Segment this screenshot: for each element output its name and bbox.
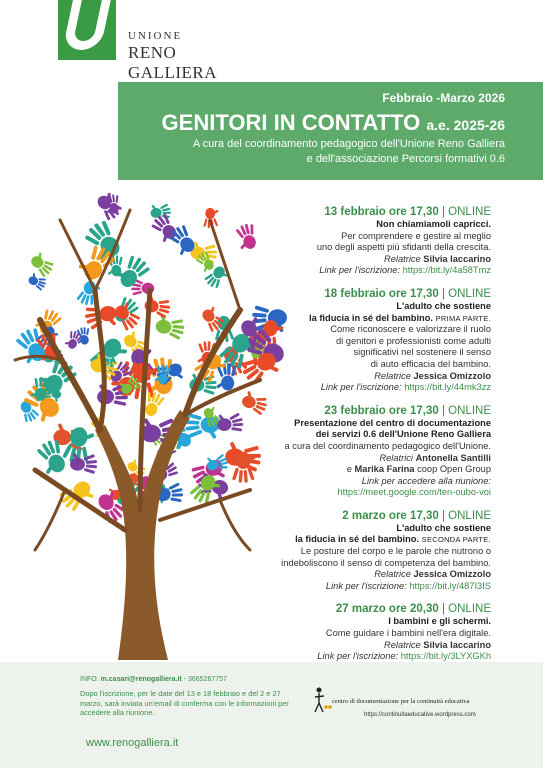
link-label: Link per l'iscrizione: <box>325 580 407 591</box>
event-mode: | ONLINE <box>442 206 491 218</box>
event-link[interactable]: https://meet.google.com/ten-oubo-voi <box>337 487 491 498</box>
event-item <box>191 287 491 394</box>
event-link-row <box>191 265 491 277</box>
footer-note: Dopo l'iscrizione, per le date del 13 e 18 febbraio e del 2 e 27 marzo, sarà inviata un'email di conferma con le informazioni per accedere alla riunione. <box>80 689 289 717</box>
event-title-text: la fiducia in sé del bambino. <box>295 534 420 545</box>
speaker-label: Relatrice <box>374 569 411 580</box>
event-title-text: la fiducia in sé del bambino. <box>309 312 433 323</box>
logo-line1: UNIONE <box>128 30 183 42</box>
event-desc-line: Le posture del corpo e le parole che nutrono o <box>300 546 491 557</box>
event-item <box>191 404 491 499</box>
hand-leaf-icon <box>93 190 126 223</box>
event-link[interactable]: https://bit.ly/3LYXGKh <box>400 651 491 662</box>
event-title <box>191 534 491 546</box>
event-mode: | ONLINE <box>442 287 491 300</box>
hand-leaf-icon <box>27 250 56 278</box>
event-desc-line: uno degli aspetti più sfidanti della crescita. <box>316 242 491 253</box>
event-date-text: 27 marzo ore 20,30 <box>335 603 439 616</box>
event-link[interactable]: https://bit.ly/44mk3zz <box>404 382 491 393</box>
website-link[interactable]: www.renogalliera.it <box>86 737 179 749</box>
event-part: SECONDA PARTE. <box>421 535 491 545</box>
event-mode: | ONLINE <box>442 404 491 417</box>
speaker-org: coop Open Group <box>417 464 491 475</box>
event-speaker <box>191 569 491 581</box>
footer <box>0 662 543 768</box>
link-label: Link per accedere alla riunione: <box>361 475 491 486</box>
event-link[interactable]: https://bit.ly/4a58Tmz <box>402 265 491 276</box>
speaker-name: Antonella Santilli <box>415 452 491 463</box>
event-mode: | ONLINE <box>442 509 491 522</box>
event-item <box>191 509 491 593</box>
unione-logo <box>58 0 258 82</box>
event-desc-line: di auto efficacia del bambino. <box>370 358 491 369</box>
speaker-label: Relatrice <box>384 253 421 264</box>
logo-u-mark-icon <box>58 0 116 60</box>
event-date-text: 18 febbraio ore 17,30 <box>324 287 439 300</box>
center-logo <box>312 686 512 726</box>
link-label: Link per l'iscrizione: <box>317 651 399 662</box>
subtitle-line2: e dell'associazione Percorsi formativi 0.6 <box>306 153 505 165</box>
subtitle-line1: A cura del coordinamento pedagogico dell'Unione Reno Galliera <box>192 138 505 150</box>
event-desc-line: Come guidare i bambini nell'era digitale. <box>325 628 491 639</box>
event-title: Non chiamiamoli capricci. <box>376 219 491 229</box>
event-date <box>191 205 491 219</box>
event-desc-line: significativi nel sostenere il senso <box>353 347 491 358</box>
speaker-name: Jessica Omizzolo <box>413 370 491 381</box>
event-link-row <box>191 382 491 394</box>
event-speaker <box>191 640 491 652</box>
event-date-text: 23 febbraio ore 17,30 <box>324 404 439 417</box>
events-list <box>191 205 491 673</box>
event-date <box>191 404 491 418</box>
contact-info <box>80 676 227 683</box>
event-link-row <box>191 581 491 593</box>
speaker-name: Silvia Iaccarino <box>423 639 491 650</box>
event-date <box>191 287 491 301</box>
logo-line2: RENO GALLIERA <box>128 43 217 82</box>
center-url[interactable]: https://continuitaeducative.wordpress.com <box>364 712 476 718</box>
page-title <box>162 110 505 136</box>
link-label: Link per l'iscrizione: <box>319 265 401 276</box>
hand-leaf-icon <box>154 313 186 340</box>
event-desc-line: a cura del coordinamento pedagogico dell'Unione. <box>284 440 491 451</box>
event-title: Presentazione del centro di documentazione <box>294 417 491 428</box>
event-date-text: 2 marzo ore 17,30 <box>342 509 439 522</box>
event-part: PRIMA PARTE. <box>435 313 491 323</box>
speaker-label: Relatrice <box>374 370 411 381</box>
speaker-name: Silvia Iaccarino <box>423 253 491 264</box>
event-item <box>191 602 491 662</box>
speaker-label: Relatrici <box>379 452 413 463</box>
center-name: centro di documentazione per la continuità educativa <box>332 698 470 705</box>
period: Febbraio -Marzo 2026 <box>382 91 505 105</box>
speaker-name: Jessica Omizzolo <box>413 569 491 580</box>
event-item <box>191 205 491 277</box>
speaker-conj: e <box>346 464 352 475</box>
academic-year: a.e. 2025-26 <box>426 117 505 133</box>
event-speaker <box>191 453 491 465</box>
event-desc-line: indeboliscono il senso di competenza del bambino. <box>281 557 491 568</box>
event-desc-line: Come riconoscere e valorizzare il ruolo <box>330 324 491 335</box>
speaker-label: Relatrice <box>384 639 421 650</box>
event-desc-line: di genitori e professionisti come adulti <box>335 335 491 346</box>
speaker-name: Marika Farina <box>354 464 415 475</box>
event-mode: | ONLINE <box>442 603 491 616</box>
event-speaker <box>191 464 491 476</box>
event-speaker <box>191 254 491 266</box>
event-date-text: 13 febbraio ore 17,30 <box>324 206 439 218</box>
title-text: GENITORI IN CONTATTO <box>161 110 421 135</box>
info-label: INFO: <box>80 676 99 683</box>
event-title: L'adulto che sostiene <box>396 522 491 533</box>
event-date <box>191 509 491 523</box>
event-link[interactable]: https://bit.ly/487I3IS <box>409 580 491 591</box>
contact-email[interactable]: m.casari@renogalliera.it <box>100 676 182 683</box>
center-figure-icon <box>312 686 332 714</box>
event-date <box>191 602 491 616</box>
event-title <box>191 313 491 325</box>
event-speaker <box>191 371 491 383</box>
event-title: L'adulto che sostiene <box>396 300 491 311</box>
event-title: dei servizi 0.6 dell'Unione Reno Galliera <box>315 429 491 440</box>
event-desc-line: Per comprendere e gestire al meglio <box>341 230 491 241</box>
contact-phone: - 3665267757 <box>183 676 227 683</box>
link-label: Link per l'iscrizione: <box>320 382 402 393</box>
event-title: I bambini e gli schermi. <box>388 616 491 627</box>
